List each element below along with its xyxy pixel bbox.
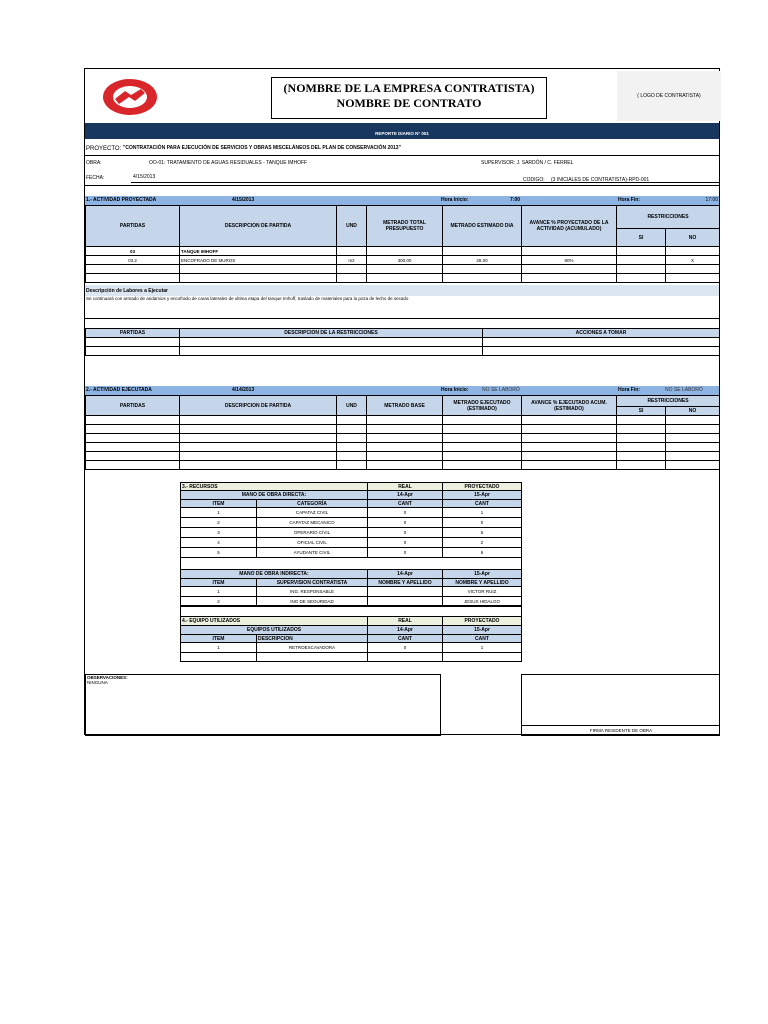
indirecta-cargo: ING DE SEGURIDAD (256, 596, 368, 607)
mo-indirecta-label: MANO DE OBRA INDIRECTA: (180, 569, 368, 579)
hora-inicio: NO SE LABORÓ (482, 387, 520, 393)
nombre-header: NOMBRE Y APELLIDO (442, 578, 522, 587)
proyectada-cell: 300.00 (366, 255, 443, 265)
firma-box (521, 674, 720, 736)
equipo-real: 0 (367, 642, 443, 653)
cant-header: CANT (442, 499, 522, 508)
recurso-proy: 1 (442, 507, 522, 518)
ejecutada-cell (85, 460, 180, 470)
recursos-proyectado: PROYECTADO (442, 482, 522, 491)
equipo-proyectado: PROYECTADO (442, 616, 522, 626)
equipo-title: 4.- EQUIPO UTILIZADOS (180, 616, 368, 626)
cant-header: CANT (442, 634, 522, 643)
indirecta-item: 2 (180, 596, 257, 607)
section-date: 4/15/2013 (232, 197, 255, 203)
col-restricciones: RESTRICCIONES (616, 205, 720, 229)
firma-label: FIRMA RESIDENTE DE OBRA (589, 728, 653, 733)
ej-col-descripcion: DESCRIPCION DE PARTIDA (179, 395, 337, 416)
codigo-label: CODIGO: (523, 177, 545, 183)
recurso-real: 0 (367, 507, 443, 518)
proyectada-cell (85, 273, 180, 283)
recurso-categoria: CAPATAZ CIVIL (256, 507, 368, 518)
recursos-title: 3.- RECURSOS (180, 482, 368, 491)
company-logo (101, 77, 159, 117)
hora-inicio-label: Hora Inicio: (441, 197, 469, 203)
company-name: (NOMBRE DE LA EMPRESA CONTRATISTA) (283, 81, 535, 95)
proyectada-cell (521, 273, 617, 283)
recurso-categoria: AYUDANTE CIVIL (256, 547, 368, 558)
proyectada-cell (366, 273, 443, 283)
divider (85, 155, 719, 156)
section-proyectada (85, 196, 719, 205)
fecha-label: FECHA: (86, 175, 105, 181)
ejecutada-cell (366, 460, 443, 470)
ej-col-metrado-base: METRADO BASE (366, 395, 443, 416)
col-partidas: PARTIDAS (85, 205, 180, 247)
ejecutada-cell (179, 460, 337, 470)
obra-value: OO-01: TRATAMIENTO DE AGUAS RESIDUALES - TANQUE IMHOFF (149, 160, 308, 166)
recurso-proy: 0 (442, 517, 522, 528)
supervisor: SUPERVISOR: J. SARDÓN / C. FERREL (481, 160, 574, 166)
ej-col-und: UND (336, 395, 367, 416)
mo-directa-label: MANO DE OBRA DIRECTA: (180, 490, 368, 500)
proyectada-cell: 28.00 (442, 255, 522, 265)
recurso-categoria: CAPATAZ MECANICO (256, 517, 368, 528)
restr-cell (482, 346, 720, 356)
obra-label: OBRA: (86, 160, 102, 166)
date-real: 14-Apr (367, 490, 443, 500)
date-proy: 15-Apr (442, 625, 522, 635)
ejecutada-cell (521, 460, 617, 470)
proyectada-cell: 03 (85, 246, 180, 256)
proyectada-cell (616, 273, 666, 283)
equipo-empty-cell (367, 652, 443, 662)
recurso-proy: 2 (442, 537, 522, 548)
equipo-descripcion: RETROEXCAVADORA (256, 642, 368, 653)
section-title: 2.- ACTIVIDAD EJECUTADA (86, 387, 152, 393)
observaciones-label: OBSERVACIONES: (87, 675, 128, 680)
indirecta-cargo: ING. RESPONSABLE (256, 586, 368, 597)
labores-header (85, 285, 719, 296)
proyectada-cell: 03.2 (85, 255, 180, 265)
divider (85, 185, 719, 186)
ejecutada-cell (336, 460, 367, 470)
recurso-item: 1 (180, 507, 257, 518)
cant-header: CANT (367, 499, 443, 508)
item-header: ITEM (180, 634, 257, 643)
proyectada-cell (179, 273, 337, 283)
date-real: 14-Apr (367, 625, 443, 635)
recurso-categoria: OFICIAL CIVIL (256, 537, 368, 548)
recurso-item: 5 (180, 547, 257, 558)
equipo-empty-cell (256, 652, 368, 662)
recurso-real: 0 (367, 517, 443, 528)
categoria-header: CATEGORÍA (256, 499, 368, 508)
hora-fin-label: Hora Fin: (618, 197, 640, 203)
col-und: UND (336, 205, 367, 247)
observaciones-box (85, 674, 441, 736)
equipo-proy: 1 (442, 642, 522, 653)
col-avance: AVANCE % PROYECTADO DE LA ACTIVIDAD (ACUMULADO) (521, 205, 617, 247)
col-metrado-total: METRADO TOTAL PRESUPUESTO (366, 205, 443, 247)
ejecutada-cell (616, 460, 666, 470)
report-banner: REPORTE DIARIO N° 001 (85, 123, 719, 139)
recurso-item: 2 (180, 517, 257, 528)
equipo-real: REAL (367, 616, 443, 626)
recurso-item: 3 (180, 527, 257, 538)
recursos-real: REAL (367, 482, 443, 491)
contract-name: NOMBRE DE CONTRATO (336, 96, 482, 110)
fecha-value: 4/15/2013 (133, 174, 156, 180)
contractor-logo-placeholder: ( LOGO DE CONTRATISTA) (617, 71, 721, 121)
col-descripcion: DESCRIPCION DE PARTIDA (179, 205, 337, 247)
indirecta-item: 1 (180, 586, 257, 597)
proyectada-cell (665, 273, 720, 283)
date-real: 14-Apr (367, 569, 443, 579)
ej-col-partidas: PARTIDAS (85, 395, 180, 416)
labores-text: Se continuará con armado de andamios y encofrado de caras laterales de ultima etapa del tanque Imhoff, traslado de materiales para la poza de lecho de secado (86, 296, 409, 301)
recurso-real: 0 (367, 537, 443, 548)
ej-col-avance: AVANCE % EJECUTADO ACUM. (ESTIMADO) (521, 395, 617, 416)
proyecto-label: PROYECTO: (86, 146, 122, 152)
proyectada-cell: 80% (521, 255, 617, 265)
recurso-proy: 6 (442, 547, 522, 558)
col-si: SI (616, 228, 666, 247)
section-ejecutada (85, 386, 719, 395)
indirecta-nombre: VICTOR RUIZ (442, 586, 522, 597)
date-proy: 15-Apr (442, 490, 522, 500)
recurso-proy: 6 (442, 527, 522, 538)
codigo-value: (3 INICIALES DE CONTRATISTA)-RPD-001 (551, 177, 650, 183)
ej-col-metrado-ejecutado: METRADO EJECUTADO (ESTIMADO) (442, 395, 522, 416)
divider (522, 725, 720, 726)
ej-col-no: NO (665, 406, 720, 416)
recurso-real: 0 (367, 527, 443, 538)
section-date: 4/14/2013 (232, 387, 255, 393)
labores-title: Descripción de Labores a Ejecutar (86, 288, 168, 294)
restr-col-partidas: PARTIDAS (85, 328, 180, 338)
equipo-empty-cell (442, 652, 522, 662)
proyecto-value: "CONTRATACIÓN PARA EJECUCIÓN DE SERVICIOS Y OBRAS MISCELÁNEOS DEL PLAN DE CONSERVACIÓN 2013" (123, 145, 401, 151)
ej-col-si: SI (616, 406, 666, 416)
col-no: NO (665, 228, 720, 247)
proyectada-cell (442, 273, 522, 283)
item-header: ITEM (180, 499, 257, 508)
recurso-item: 4 (180, 537, 257, 548)
col-metrado-dia: METRADO ESTIMADO DIA (442, 205, 522, 247)
proyectada-cell: X (665, 255, 720, 265)
hora-fin: NO SE LABORÓ (665, 387, 703, 393)
date-proy: 15-Apr (442, 569, 522, 579)
observaciones-text: NINGUNA (87, 680, 108, 685)
proyectada-cell: ENCOFRADO DE MUROS (179, 255, 337, 265)
ejecutada-cell (665, 460, 720, 470)
recurso-categoria: OPERARIO CIVIL (256, 527, 368, 538)
hora-inicio-label: Hora Inicio: (441, 387, 469, 393)
hora-fin: 17:00 (705, 197, 718, 203)
ej-col-restricciones: RESTRICCIONES (616, 395, 720, 407)
hora-fin-label: Hora Fin: (618, 387, 640, 393)
recurso-real: 0 (367, 547, 443, 558)
nombre-header: NOMBRE Y APELLIDO (367, 578, 443, 587)
indirecta-nombre: JESUS HIDALGO (442, 596, 522, 607)
hora-inicio: 7:00 (510, 197, 521, 203)
cant-header: CANT (367, 634, 443, 643)
proyectada-cell (336, 273, 367, 283)
proyectada-cell: TANQUE IMHOFF (179, 246, 337, 256)
report-sheet (84, 68, 720, 735)
equipos-subtitle: EQUIPOS UTILIZADOS (180, 625, 368, 635)
restr-cell (179, 346, 483, 356)
title-box (271, 77, 547, 119)
restr-col-acciones: ACCIONES A TOMAR (482, 328, 720, 338)
restr-col-descripcion: DESCRIPCION DE LA RESTRICCIONES (179, 328, 483, 338)
proyectada-cell: m2 (336, 255, 367, 265)
descripcion-header: DESCRIPCION (256, 634, 368, 643)
item-header: ITEM (180, 578, 257, 587)
equipo-item: 1 (180, 642, 257, 653)
supervision-header: SUPERVISION CONTRATISTA (256, 578, 368, 587)
equipo-empty-cell (180, 652, 257, 662)
restr-cell (85, 346, 180, 356)
divider (85, 318, 719, 319)
section-title: 1.- ACTIVIDAD PROYECTADA (86, 197, 157, 203)
ejecutada-cell (442, 460, 522, 470)
